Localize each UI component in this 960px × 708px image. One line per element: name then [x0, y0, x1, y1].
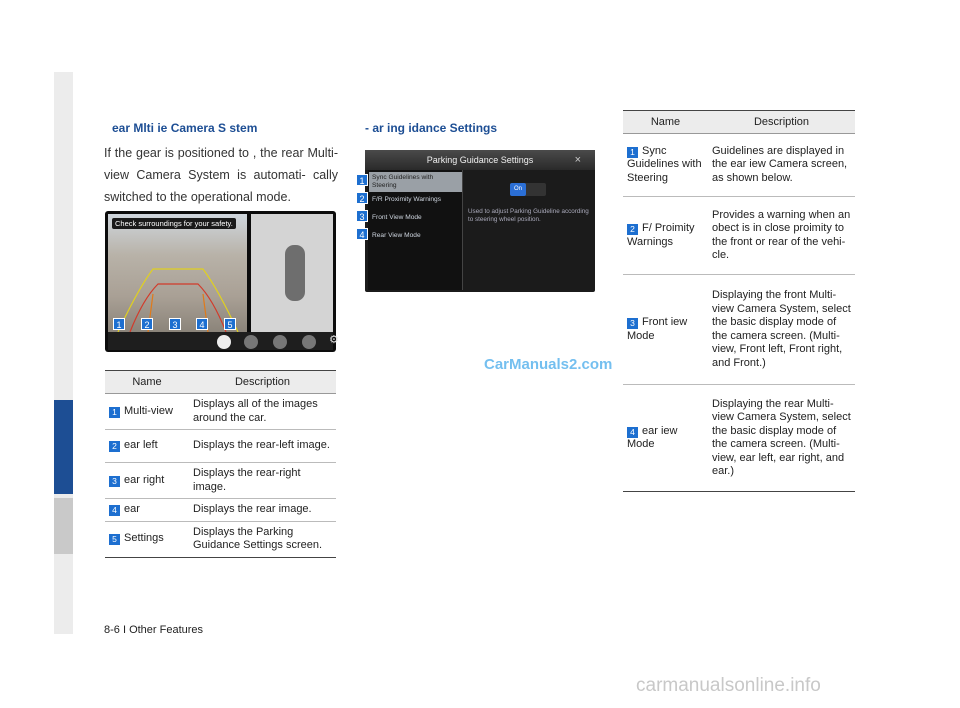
section-heading-multi-view: ear Mlti ie Camera S stem	[112, 121, 258, 135]
watermark: CarManuals2.com	[484, 356, 613, 373]
row-name: Multi-view	[124, 404, 173, 417]
callout-badge: 2	[141, 318, 153, 330]
row-description: Displaying the rear Multi- view Camera System, select the basic display mode of the camera screen. (Multi-view, ear left, ear right, and ear.)	[708, 385, 855, 492]
menu-item-sync-guidelines[interactable]: Sync Guidelines with Steering	[369, 172, 462, 192]
row-name: Front iew Mode	[627, 316, 688, 342]
row-description: Displays the rear-left image.	[189, 430, 336, 463]
camera-rear-view	[108, 214, 247, 332]
row-name: ear iew Mode	[627, 424, 678, 450]
table-row	[623, 275, 855, 385]
page-footer: 8-6 I Other Features	[104, 624, 204, 636]
multi-view-button[interactable]	[217, 335, 231, 349]
callout-badge: 4	[356, 228, 368, 240]
row-badge: 2	[109, 441, 120, 452]
row-description: Displays the Parking Guidance Settings screen.	[189, 521, 336, 557]
row-badge: 1	[109, 407, 120, 418]
close-icon[interactable]: ×	[574, 154, 581, 166]
menu-item-rear-view-mode[interactable]: Rear View Mode	[372, 232, 421, 239]
camera-screen	[105, 211, 339, 352]
table-header: Name	[105, 371, 189, 394]
gear-icon[interactable]: ⚙	[329, 334, 339, 346]
chapter-tab-active	[54, 400, 73, 494]
row-badge: 1	[627, 147, 638, 158]
menu-divider	[462, 170, 463, 290]
row-badge: 4	[109, 505, 120, 516]
callout-badge: 1	[113, 318, 125, 330]
row-name: ear left	[124, 439, 158, 452]
row-description: Displays the rear-right image.	[189, 463, 336, 499]
parking-guidelines	[108, 214, 247, 332]
table-header: Name	[623, 111, 708, 134]
table-header: Description	[189, 371, 336, 394]
menu-item-proximity-warnings[interactable]: F/R Proximity Warnings	[372, 196, 441, 203]
table-row	[623, 197, 855, 275]
parking-guidance-screen	[365, 150, 595, 292]
row-description: Displays all of the images around the car.	[189, 394, 336, 430]
callout-badge: 2	[356, 192, 368, 204]
menu-item-front-view-mode[interactable]: Front View Mode	[372, 214, 422, 221]
row-badge: 4	[627, 427, 638, 438]
parking-settings-table	[623, 110, 855, 492]
callout-badge: 4	[196, 318, 208, 330]
rear-button[interactable]	[302, 335, 316, 349]
camera-modes-table	[105, 370, 336, 558]
callout-badge: 3	[356, 210, 368, 222]
table-row	[105, 430, 336, 463]
callout-badge: 3	[169, 318, 181, 330]
row-badge: 5	[109, 534, 120, 545]
chapter-tab	[54, 498, 73, 554]
camera-warning-banner: Check surroundings for your safety.	[112, 218, 236, 229]
row-name: F/ Proimity Warnings	[627, 222, 695, 248]
intro-paragraph: If the gear is positioned to , the rear Multi-view Camera System is automati- cally switched to the operational mode.	[104, 146, 338, 204]
callout-badge: 5	[224, 318, 236, 330]
row-name: Sync Guidelines with Steering	[627, 144, 702, 184]
table-row	[105, 394, 336, 430]
row-badge: 2	[627, 224, 638, 235]
car-top-icon	[285, 245, 305, 301]
section-heading-parking-guidance: - ar ing idance Settings	[365, 121, 498, 135]
row-badge: 3	[627, 318, 638, 329]
rear-right-button[interactable]	[273, 335, 287, 349]
table-header: Description	[708, 111, 855, 134]
sync-toggle[interactable]: On	[510, 183, 526, 196]
row-badge: 3	[109, 476, 120, 487]
row-name: ear right	[124, 473, 165, 486]
row-description: Displaying the front Multi-view Camera System, select the basic display mode of the camera screen. (Multi- view, Front left, Front right, and Front.)	[708, 275, 855, 385]
table-row	[105, 499, 336, 522]
table-row	[623, 134, 855, 197]
brand-watermark: carmanualsonline.info	[636, 675, 821, 696]
table-row	[105, 521, 336, 557]
setting-description: Used to adjust Parking Guideline according to steering wheel position.	[468, 208, 589, 223]
row-name: ear	[124, 503, 140, 515]
screen-title: Parking Guidance Settings	[365, 150, 595, 170]
row-description: Provides a warning when an obect is in close proimity to the front or rear of the vehi- cle.	[708, 197, 855, 275]
rear-left-button[interactable]	[244, 335, 258, 349]
row-description: Displays the rear image.	[189, 499, 336, 522]
callout-badge: 1	[356, 174, 368, 186]
row-description: Guidelines are displayed in the ear iew Camera screen, as shown below.	[708, 134, 855, 197]
table-row	[623, 385, 855, 492]
row-name: Settings	[124, 532, 164, 545]
table-row	[105, 463, 336, 499]
